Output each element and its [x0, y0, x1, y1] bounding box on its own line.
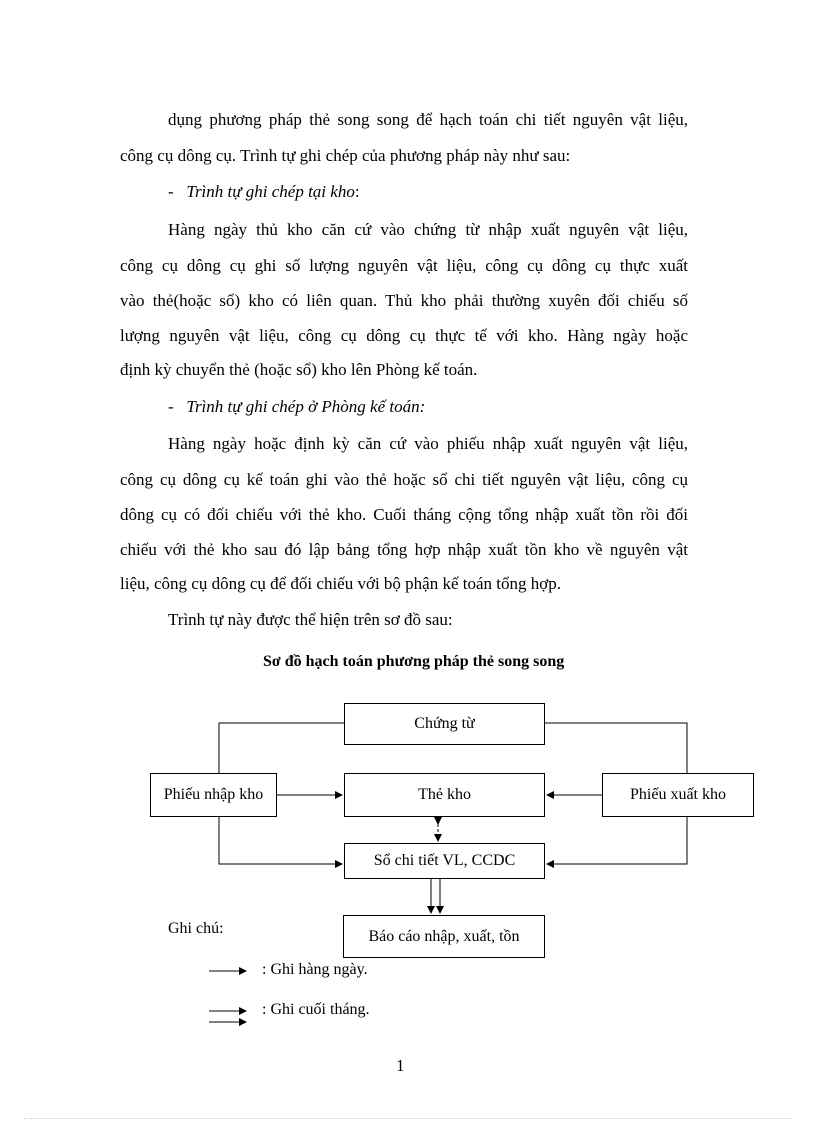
box-bao-cao: Báo cáo nhập, xuất, tồn — [343, 915, 545, 958]
paragraph-4: Trình tự này được thể hiện trên sơ đồ sau: — [168, 610, 453, 629]
paragraph-2-line-1: Hàng ngày thủ kho căn cứ vào chứng từ nhập xuất nguyên vật liệu, — [168, 220, 688, 239]
paragraph-3-line-4: chiếu với thẻ kho sau đó lập bảng tổng hợp nhập xuất tồn kho về nguyên vật — [120, 540, 688, 559]
page-number: 1 — [396, 1056, 405, 1075]
paragraph-1-line-1: dụng phương pháp thẻ song song để hạch toán chi tiết nguyên vật liệu, — [168, 110, 688, 129]
arrow-phieuxuat-to-sochitiet — [547, 817, 687, 864]
legend-daily: : Ghi hàng ngày. — [262, 961, 368, 978]
paragraph-2-line-4: lượng nguyên vật liệu, công cụ dông cụ thực tế với kho. Hàng ngày hoặc — [120, 326, 688, 345]
paragraph-2-line-2: công cụ dông cụ ghi số lượng nguyên vật liệu, công cụ dông cụ thực xuất — [120, 256, 688, 275]
box-the-kho: Thẻ kho — [344, 773, 545, 817]
paragraph-2-line-3: vào thẻ(hoặc sổ) kho có liên quan. Thủ kho phải thường xuyên đối chiếu số — [120, 291, 688, 310]
legend-title: Ghi chú: — [168, 920, 224, 937]
bullet-2-dash: - — [168, 397, 174, 416]
legend-monthly: : Ghi cuối tháng. — [262, 1001, 370, 1018]
bullet-2-label: Trình tự ghi chép ở Phòng kế toán: — [186, 397, 426, 416]
paragraph-2-line-5: định kỳ chuyển thẻ (hoặc sổ) kho lên Phòng kế toán. — [120, 360, 478, 379]
bullet-1-label: Trình tự ghi chép tại kho — [186, 182, 355, 201]
box-so-chi-tiet: Sổ chi tiết VL, CCDC — [344, 843, 545, 879]
paragraph-3-line-1: Hàng ngày hoặc định kỳ căn cứ vào phiếu nhập xuất nguyên vật liệu, — [168, 434, 688, 453]
box-phieu-xuat-kho: Phiếu xuất kho — [602, 773, 754, 817]
box-phieu-nhap-kho: Phiếu nhập kho — [150, 773, 277, 817]
line-chungtu-to-phieunhap — [219, 723, 344, 773]
diagram-title: Sơ đồ hạch toán phương pháp thẻ song song — [263, 653, 565, 670]
paragraph-3-line-2: công cụ dông cụ kế toán ghi vào thẻ hoặc sổ chi tiết nguyên vật liệu, công cụ — [120, 470, 688, 489]
paragraph-3-line-3: dông cụ có đối chiếu với thẻ kho. Cuối tháng cộng tổng nhập xuất tồn rồi đối — [120, 505, 688, 524]
paragraph-1-line-2: công cụ dông cụ. Trình tự ghi chép của phương pháp này như sau: — [120, 146, 571, 165]
footer-divider — [24, 1118, 792, 1119]
box-chung-tu: Chứng từ — [344, 703, 545, 745]
arrow-phieunhap-to-sochitiet — [219, 817, 342, 864]
line-chungtu-to-phieuxuat — [545, 723, 687, 773]
paragraph-3-line-5: liệu, công cụ dông cụ để đối chiếu với bộ phận kế toán tổng hợp. — [120, 574, 561, 593]
bullet-1-colon: : — [354, 182, 360, 201]
bullet-1-dash: - — [168, 182, 174, 201]
